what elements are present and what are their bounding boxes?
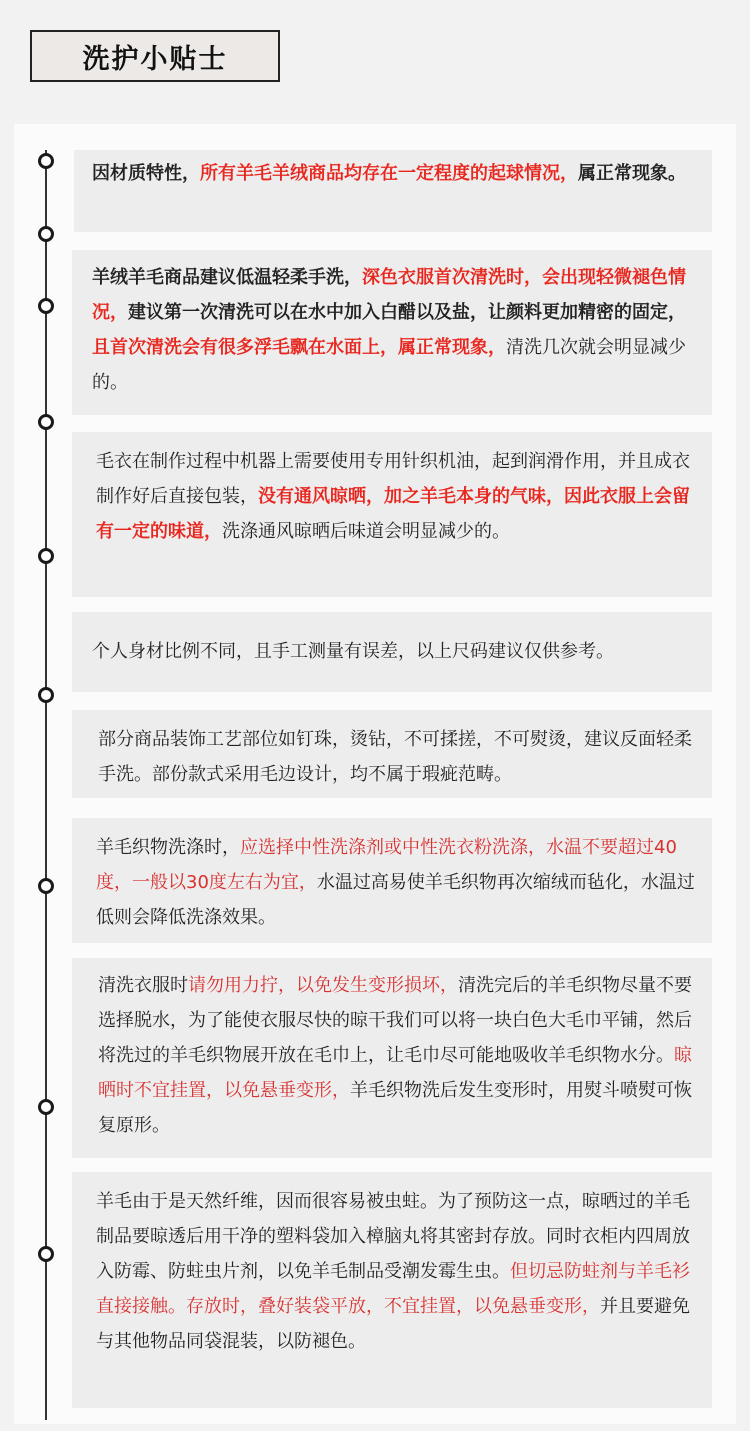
tip-segment: 部分商品装饰工艺部位如钉珠，烫钻，不可揉搓，不可熨烫，建议反面轻柔手洗。部份款式采用毛边设计，均不属于瑕疵范畴。 bbox=[98, 729, 692, 785]
tip-card bbox=[72, 432, 712, 597]
tip-text bbox=[96, 444, 702, 549]
tip-card bbox=[72, 1172, 712, 1408]
timeline-dot-icon bbox=[38, 414, 54, 430]
tip-text bbox=[92, 634, 702, 669]
tip-text bbox=[96, 830, 696, 935]
tip-segment: 并且要避免与其他物品同袋混装，以防褪色。 bbox=[96, 1296, 690, 1352]
tip-segment: 个人身材比例不同，且手工测量有误差，以上尺码建议仅供参考。 bbox=[92, 641, 614, 662]
tip-segment-highlight: 但切忌防蛀剂与羊毛衫直接接触。存放时，叠好装袋平放，不宜挂置，以免悬垂变形， bbox=[96, 1261, 690, 1317]
tip-segment-highlight: 深色衣服首次清洗时，会出现轻微褪色情况， bbox=[92, 267, 686, 323]
tip-segment: 羊毛织物洗涤时， bbox=[96, 837, 240, 858]
tip-segment: 羊毛织物洗后发生变形时，用熨斗喷熨可恢复原形。 bbox=[98, 1080, 692, 1136]
tip-segment-highlight: 且首次清洗会有很多浮毛飘在水面上，属正常现象， bbox=[92, 337, 506, 358]
tip-segment-highlight: 应选择中性洗涤剂或中性洗衣粉洗涤，水温不要超过40度，一般以30度左右为宜， bbox=[96, 837, 677, 893]
tip-segment-highlight: 请勿用力拧，以免发生变形损坏， bbox=[188, 975, 458, 996]
timeline-dot-icon bbox=[38, 298, 54, 314]
tip-segment: 清洗衣服时 bbox=[98, 975, 188, 996]
tip-segment-bold: 羊绒羊毛商品建议低温轻柔手洗， bbox=[92, 267, 362, 288]
tip-text bbox=[96, 1184, 698, 1359]
tip-segment: 毛衣在制作过程中机器上需要使用专用针织机油，起到润滑作用，并且成衣制作好后直接包装， bbox=[96, 451, 690, 507]
tip-card bbox=[72, 958, 712, 1158]
tip-segment: 水温过高易使羊毛织物再次缩绒而毡化，水温过低则会降低洗涤效果。 bbox=[96, 872, 695, 928]
timeline-dot-icon bbox=[38, 548, 54, 564]
tip-segment: 清洗完后的羊毛织物尽量不要选择脱水，为了能使衣服尽快的晾干我们可以将一块白色大毛巾平铺，然后将洗过的羊毛织物展开放在毛巾上，让毛巾尽可能地吸收羊毛织物水分。 bbox=[98, 975, 692, 1066]
tip-card bbox=[72, 710, 712, 798]
page-title: 洗护小贴士 bbox=[82, 43, 228, 75]
timeline-dot-icon bbox=[38, 226, 54, 242]
tip-text bbox=[92, 260, 700, 400]
tip-segment-highlight: 没有通风晾晒，加之羊毛本身的气味，因此衣服上会留有一定的味道， bbox=[96, 486, 690, 542]
tip-segment: 羊毛由于是天然纤维，因而很容易被虫蛀。为了预防这一点，晾晒过的羊毛制品要晾透后用干净的塑料袋加入樟脑丸将其密封存放。同时衣柜内四周放入防霉、防蛀虫片剂，以免羊毛制品受潮发霉生虫。 bbox=[96, 1191, 690, 1282]
tip-segment-bold: 属正常现象。 bbox=[578, 163, 686, 184]
tip-segment: 洗涤通风晾晒后味道会明显减少的。 bbox=[222, 521, 510, 542]
tip-segment-highlight: 所有羊毛羊绒商品均存在一定程度的起球情况， bbox=[200, 163, 578, 184]
tip-text bbox=[92, 156, 700, 191]
title-box bbox=[30, 30, 280, 82]
timeline-dot-icon bbox=[38, 878, 54, 894]
timeline-dot-icon bbox=[38, 1099, 54, 1115]
timeline-dot-icon bbox=[38, 1246, 54, 1262]
tip-segment-highlight: 晾晒时不宜挂置，以免悬垂变形， bbox=[98, 1045, 692, 1101]
timeline-line bbox=[45, 150, 47, 1420]
tip-segment-bold: 因材质特性， bbox=[92, 163, 200, 184]
tip-card bbox=[72, 818, 712, 943]
tip-segment: 清洗几次就会明显减少的。 bbox=[92, 337, 686, 393]
timeline-dot-icon bbox=[38, 687, 54, 703]
tip-card bbox=[72, 250, 712, 415]
timeline-dot-icon bbox=[38, 153, 54, 169]
tip-text bbox=[98, 968, 706, 1143]
tip-card bbox=[74, 150, 712, 232]
tip-text bbox=[98, 722, 696, 792]
tip-card bbox=[72, 612, 712, 692]
tip-segment-bold: 建议第一次清洗可以在水中加入白醋以及盐，让颜料更加精密的固定， bbox=[128, 302, 686, 323]
